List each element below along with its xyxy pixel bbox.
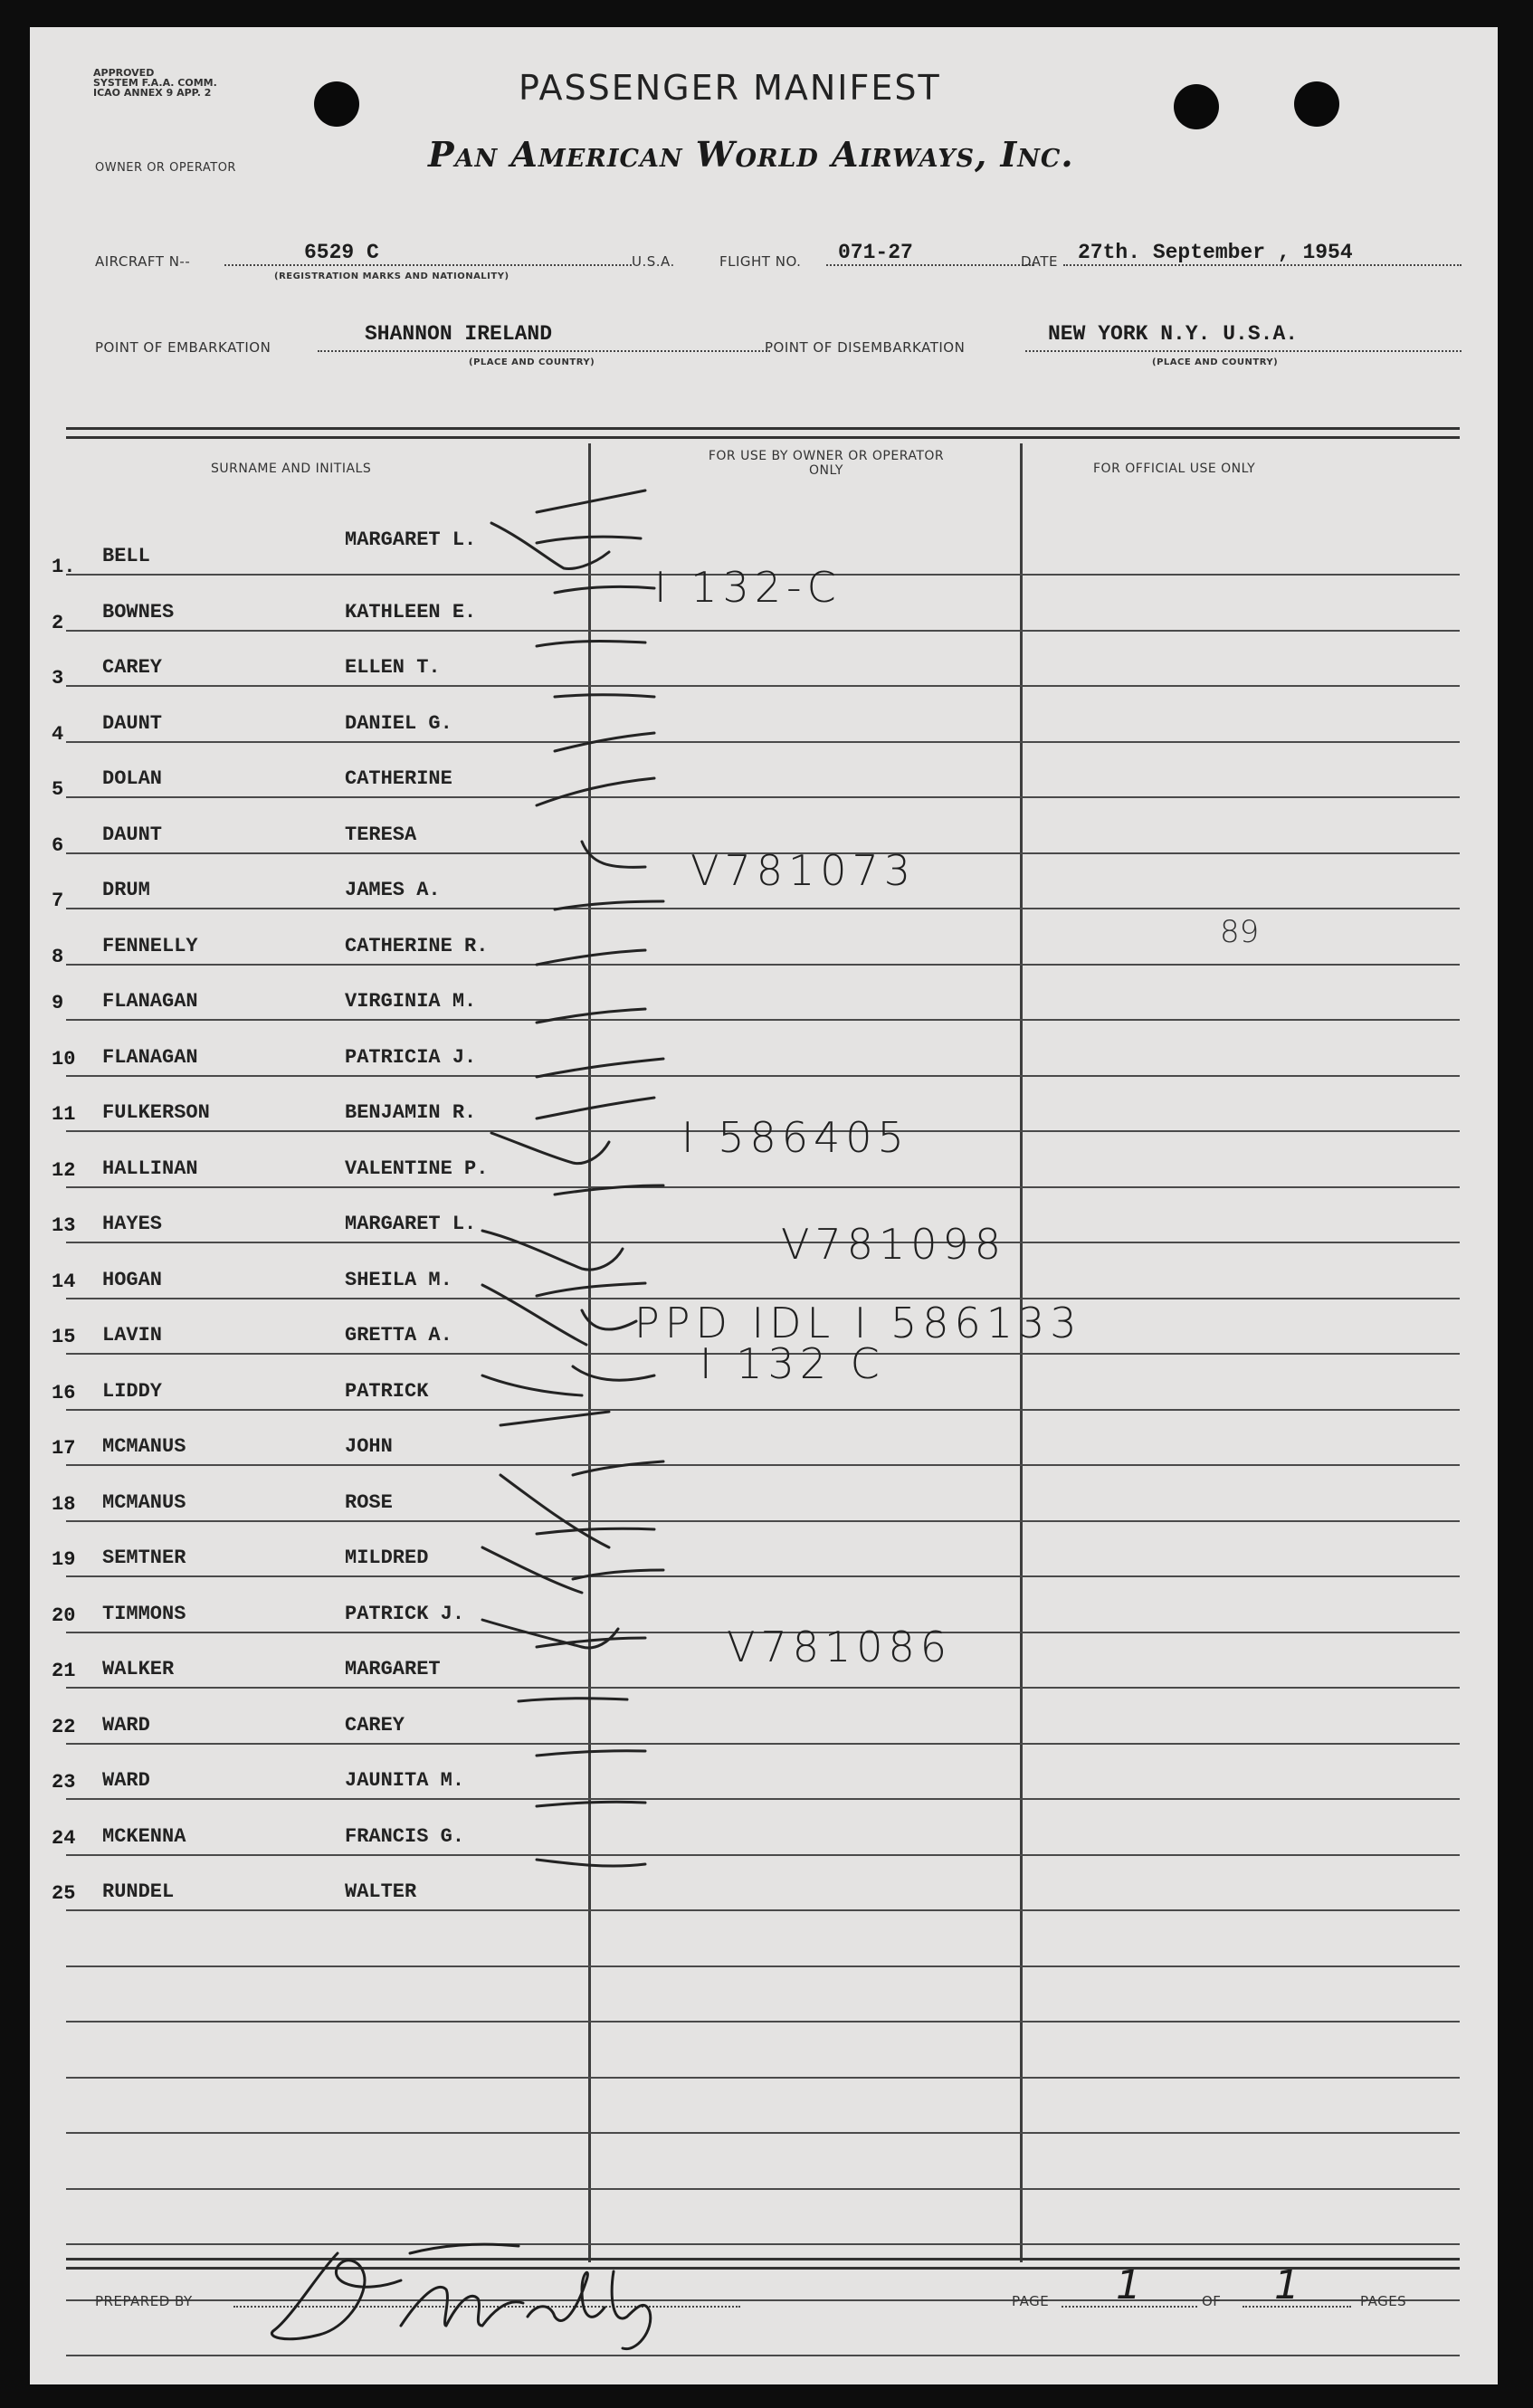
passenger-surname: FULKERSON — [102, 1101, 210, 1124]
embarkation-label: POINT OF EMBARKATION — [95, 339, 271, 356]
passenger-given-names: JAUNITA M. — [345, 1769, 465, 1792]
owner-note-14: V781098 — [781, 1220, 1007, 1269]
passenger-surname: WARD — [102, 1769, 150, 1792]
row-number: 3 — [52, 667, 64, 690]
nationality-label: U.S.A. — [632, 253, 675, 270]
passenger-surname: DAUNT — [102, 823, 163, 846]
passenger-given-names: PATRICK — [345, 1379, 429, 1403]
row-number: 25 — [52, 1882, 76, 1905]
passenger-surname: FENNELLY — [102, 934, 198, 957]
passenger-surname: HOGAN — [102, 1268, 163, 1291]
passenger-given-names: MARGARET L. — [345, 528, 477, 551]
aircraft-registration: 6529 C — [304, 241, 379, 264]
passenger-surname: WALKER — [102, 1658, 175, 1680]
passenger-surname: HALLINAN — [102, 1156, 198, 1180]
passenger-given-names: VIRGINIA M. — [345, 990, 477, 1013]
row-number: 23 — [52, 1771, 76, 1794]
passenger-surname: CAREY — [102, 656, 163, 679]
passenger-given-names: MARGARET — [345, 1658, 441, 1680]
column-header-names: SURNAME AND INITIALS — [211, 462, 372, 476]
passenger-given-names: CAREY — [345, 1713, 405, 1737]
passenger-given-names: MILDRED — [345, 1547, 429, 1569]
approval-line: SYSTEM F.A.A. COMM. — [93, 77, 217, 89]
passenger-given-names: DANIEL G. — [345, 711, 452, 735]
row-number: 24 — [52, 1826, 76, 1850]
passenger-given-names: TERESA — [345, 823, 417, 846]
column-header-owner-use: FOR USE BY OWNER OR OPERATOR ONLY — [708, 449, 945, 478]
passenger-given-names: PATRICIA J. — [345, 1045, 477, 1069]
pages-label: PAGES — [1360, 2293, 1407, 2309]
page-title: PASSENGER MANIFEST — [519, 68, 941, 108]
owner-note-7: V781073 — [690, 846, 917, 895]
passenger-surname: FLANAGAN — [102, 1045, 198, 1069]
row-number: 22 — [52, 1715, 76, 1738]
passenger-given-names: BENJAMIN R. — [345, 1101, 477, 1124]
disembarkation-label: POINT OF DISEMBARKATION — [765, 339, 966, 356]
owner-note-12: I 586405 — [681, 1113, 909, 1162]
passenger-given-names: VALENTINE P. — [345, 1156, 489, 1180]
row-number: 16 — [52, 1381, 76, 1404]
flight-no-label: FLIGHT NO. — [719, 253, 802, 270]
row-number: 14 — [52, 1270, 76, 1293]
preparer-signature — [265, 2217, 772, 2362]
row-number: 2 — [52, 611, 64, 634]
passenger-surname: MCMANUS — [102, 1435, 186, 1458]
row-number: 20 — [52, 1604, 76, 1627]
owner-label: OWNER OR OPERATOR — [95, 161, 236, 175]
row-number: 11 — [52, 1103, 76, 1126]
row-number: 9 — [52, 992, 64, 1014]
passenger-surname: DAUNT — [102, 711, 163, 735]
operator-name: Pan American World Airways, Inc. — [428, 134, 1074, 175]
aircraft-sub-label: (REGISTRATION MARKS AND NATIONALITY) — [274, 271, 509, 281]
flight-date: 27th. September , 1954 — [1078, 241, 1353, 264]
prepared-by-label: PREPARED BY — [95, 2293, 193, 2309]
handwritten-check-marks — [30, 27, 1498, 2384]
approval-line: ICAO ANNEX 9 APP. 2 — [93, 87, 212, 99]
passenger-surname: LIDDY — [102, 1379, 163, 1403]
embarkation-point: SHANNON IRELAND — [365, 322, 553, 346]
row-number: 10 — [52, 1047, 76, 1071]
row-number: 18 — [52, 1492, 76, 1516]
row-number: 8 — [52, 945, 64, 968]
row-number: 15 — [52, 1326, 76, 1348]
passenger-surname: DRUM — [102, 879, 150, 901]
page-label: PAGE — [1012, 2293, 1050, 2309]
passenger-given-names: FRANCIS G. — [345, 1824, 465, 1848]
manifest-sheet — [30, 27, 1498, 2384]
column-header-official-use: FOR OFFICIAL USE ONLY — [1093, 462, 1256, 476]
flight-number: 071-27 — [838, 241, 913, 264]
of-label: OF — [1202, 2293, 1222, 2309]
disembarkation-point: NEW YORK N.Y. U.S.A. — [1048, 322, 1299, 346]
row-number: 5 — [52, 778, 64, 801]
row-number: 13 — [52, 1214, 76, 1237]
passenger-surname: WARD — [102, 1713, 150, 1737]
row-number: 21 — [52, 1660, 76, 1682]
passenger-surname: TIMMONS — [102, 1602, 186, 1625]
owner-note-16: I 132 C — [700, 1339, 885, 1388]
official-note-8: 89 — [1220, 914, 1260, 950]
page-number: 1 — [1116, 2262, 1141, 2308]
passenger-given-names: ROSE — [345, 1490, 393, 1514]
passenger-surname: FLANAGAN — [102, 990, 198, 1013]
owner-note-15-text: PPD IDL I 586133 — [634, 1299, 1082, 1347]
owner-note-21: V781086 — [727, 1623, 953, 1671]
row-number: 12 — [52, 1158, 76, 1182]
passenger-given-names: PATRICK J. — [345, 1602, 465, 1625]
passenger-given-names: ELLEN T. — [345, 656, 441, 679]
row-number: 19 — [52, 1548, 76, 1571]
passenger-given-names: SHEILA M. — [345, 1268, 452, 1291]
owner-note-2: I 132-C — [654, 563, 842, 612]
passenger-given-names: WALTER — [345, 1880, 417, 1903]
approval-line: APPROVED — [93, 67, 155, 79]
row-number: 17 — [52, 1437, 76, 1460]
row-number: 6 — [52, 833, 64, 857]
row-number: 4 — [52, 722, 64, 746]
passenger-surname: HAYES — [102, 1213, 163, 1235]
embarkation-sub-label: (PLACE AND COUNTRY) — [469, 357, 595, 367]
date-label: DATE — [1021, 253, 1059, 270]
passenger-given-names: JAMES A. — [345, 879, 441, 901]
passenger-surname: LAVIN — [102, 1324, 163, 1347]
passenger-surname: MCKENNA — [102, 1824, 186, 1848]
passenger-given-names: CATHERINE R. — [345, 934, 489, 957]
passenger-given-names: JOHN — [345, 1435, 393, 1458]
total-pages: 1 — [1274, 2262, 1300, 2308]
passenger-given-names: CATHERINE — [345, 767, 452, 790]
passenger-surname: BOWNES — [102, 600, 175, 623]
passenger-given-names: KATHLEEN E. — [345, 600, 477, 623]
passenger-surname: DOLAN — [102, 767, 163, 790]
row-number: 7 — [52, 890, 64, 912]
passenger-surname: MCMANUS — [102, 1490, 186, 1514]
passenger-surname: SEMTNER — [102, 1547, 186, 1569]
row-number: 1. — [52, 556, 76, 578]
passenger-surname: RUNDEL — [102, 1880, 175, 1903]
passenger-given-names: GRETTA A. — [345, 1324, 452, 1347]
disembarkation-sub-label: (PLACE AND COUNTRY) — [1152, 357, 1279, 367]
passenger-surname: BELL — [102, 545, 150, 567]
aircraft-label: AIRCRAFT N-- — [95, 253, 191, 270]
passenger-given-names: MARGARET L. — [345, 1213, 477, 1235]
